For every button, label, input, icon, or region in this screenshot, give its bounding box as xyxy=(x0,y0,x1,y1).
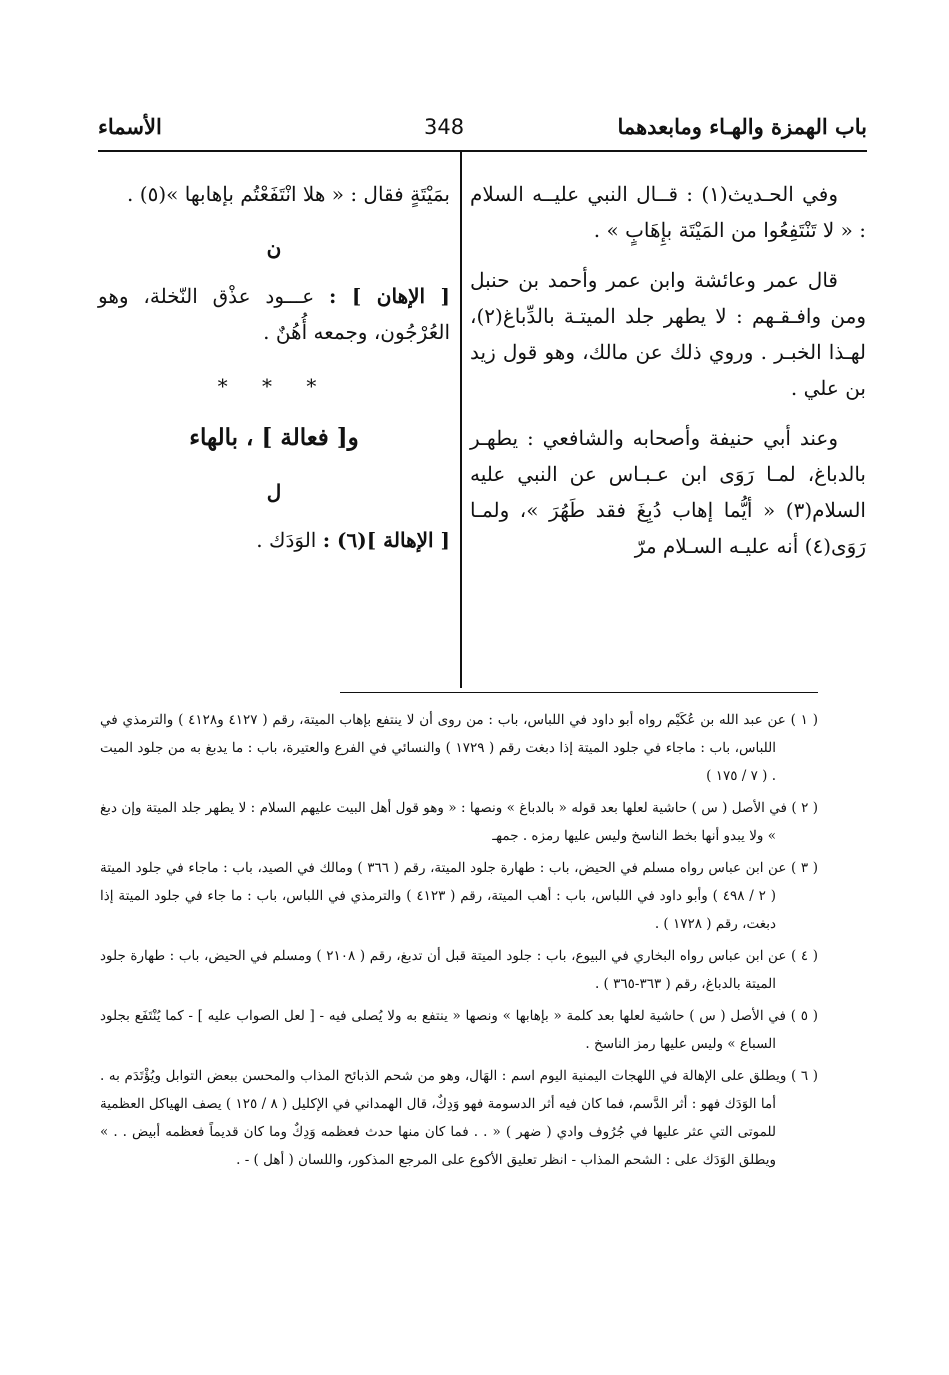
footnote-1: ( ١ ) عن عبد الله بن عُكَيْم رواه أبو داود في اللباس، باب : من روى أن لا ينتفع بإهاب الميتة، رقم ( ٤١٢٧ و٤١٢٨ ) والترمذي في اللباس، باب : ماجاء في جلود الميتة إذا دبغت رقم ( ١٧٢٩ ) والنسائي في الفرع والعتيرة، باب : ما يدبغ به من جلود الميت . ( ٧ / ١٧٥ ) xyxy=(100,712,819,784)
footnote-6: ( ٦ ) ويطلق على الإهالة في اللهجات اليمنية اليوم اسم : الهَال، وهو من شحم الذبائح المذاب والمحسن ببعض التوابل ويُؤْتَدَم به . أما الوَدَك فهو : أثر الدَّسم، فما كان فيه أثر الدسومة فهو وَدِكٌ، قال الهمداني في الإكليل ( ٨ / ١٢٥ ) يصف الهياكل العظمية للموتى التي عثر عليها في جُرُوف وادي ( ضهر ) « . . فما كان منها حدث فعظمه وَدِكٌ وما كان قديماً فعظمه أبيض . . » ويطلق الوَدَك على : الشحم المذاب - انظر تعليق الأكوع على المرجع المذكور، واللسان ( أهل ) - . xyxy=(100,1068,818,1168)
entry-ihala xyxy=(98,522,450,558)
page-number: 348 xyxy=(424,115,465,139)
letter-heading-nun: ن xyxy=(266,236,282,260)
entry-ihan-definition: عـــود عذْق النّخلة، وهو العُرْجُون، وجمعه أُهُنٌ . xyxy=(98,284,450,344)
section-name: الأسماء xyxy=(98,114,162,139)
right-paragraph-3: وعند أبي حنيفة وأصحابه والشافعي : يطهـر بالدباغ، لمـا رَوَى ابن عـبـاس عن النبي عليه السلام(٣) « أيُّما إهاب دُبِغَ فقد طَهُرَ »، ولمـا رَوَى(٤) أنه عليـه السـلام مرّ xyxy=(470,426,866,558)
footnote-3: ( ٣ ) عن ابن عباس رواه مسلم في الحيض، باب : طهارة جلود الميتة، رقم ( ٣٦٦ ) ومالك في الصيد، باب : ماجاء في جلود الميتة ( ٢ / ٤٩٨ ) وأبو داود في اللباس، باب : أهب الميتة، رقم ( ٤١٢٣ ) والترمذي في اللباس، باب : ما جاء في جلود الميتة إذا دبغت، رقم ( ١٧٢٨ ) . xyxy=(100,860,818,932)
entry-ihan xyxy=(98,278,450,350)
right-paragraph-2: قال عمر وعائشة وابن عمر وأحمد بن حنبل ومن وافـقـهم : لا يطهر جلد الميتـة بالدِّباغ(٢)، لهـذا الخبـر . وروي ذلك عن مالك، وهو قول زيد بن علي . xyxy=(470,268,866,400)
header-rule xyxy=(98,150,867,152)
entry-ihala-headword: [ الإهالة ](٦) : xyxy=(322,528,450,552)
footnote-rule xyxy=(340,692,818,693)
footnote-5: ( ٥ ) في الأصل ( س ) حاشية لعلها بعد كلمة « بإهابها » ونصها « ينتفع به ولا يُصلى فيه - [ لعل الصواب عليه ] - كما يُنْتَفَع بجلود السباع » وليس عليها رمز الناسخ . xyxy=(100,1008,818,1052)
column-divider xyxy=(460,151,462,688)
right-paragraph-1: وفي الحـديث(١) : قــال النبي عليــه السلام : « لا تَنْتَفِعُوا من المَيْتَة بإِهَابٍ » . xyxy=(470,182,866,242)
chapter-title: باب الهمزة والهـاء ومابعدهما xyxy=(617,114,867,139)
letter-heading-lam: ل xyxy=(266,480,282,504)
footnotes xyxy=(100,706,818,1178)
left-paragraph-1: بمَيْتَةٍ فقال : « هلا انْتَفَعْتُم بإهابها »(٥) . xyxy=(127,182,450,206)
left-column xyxy=(98,176,450,558)
footnote-2: ( ٢ ) في الأصل ( س ) حاشية لعلها بعد قوله « بالدباغ » ونصها : « وهو قول أهل البيت عليهم السلام : لا يطهر جلد الميتة وإن دبغ » ولا يبدو أنها بخط الناسخ وليس عليها رمزه . جمهـ xyxy=(100,800,818,844)
right-column xyxy=(470,176,866,564)
footnote-4: ( ٤ ) عن ابن عباس رواه البخاري في البيوع، باب : جلود الميتة قبل أن تدبغ، رقم ( ٢١٠٨ ) ومسلم في الحيض، باب : طهارة جلود الميتة بالدباغ، رقم ( ٣٦٣-٣٦٥ ) . xyxy=(100,948,818,992)
entry-ihan-headword: [ الإهان ] : xyxy=(329,284,451,308)
entry-ihala-definition: الوَدَك . xyxy=(256,528,317,552)
section-separator-stars: * * * xyxy=(217,374,331,398)
pattern-heading: و[ فعالة ] ، بالهاء xyxy=(189,424,359,451)
